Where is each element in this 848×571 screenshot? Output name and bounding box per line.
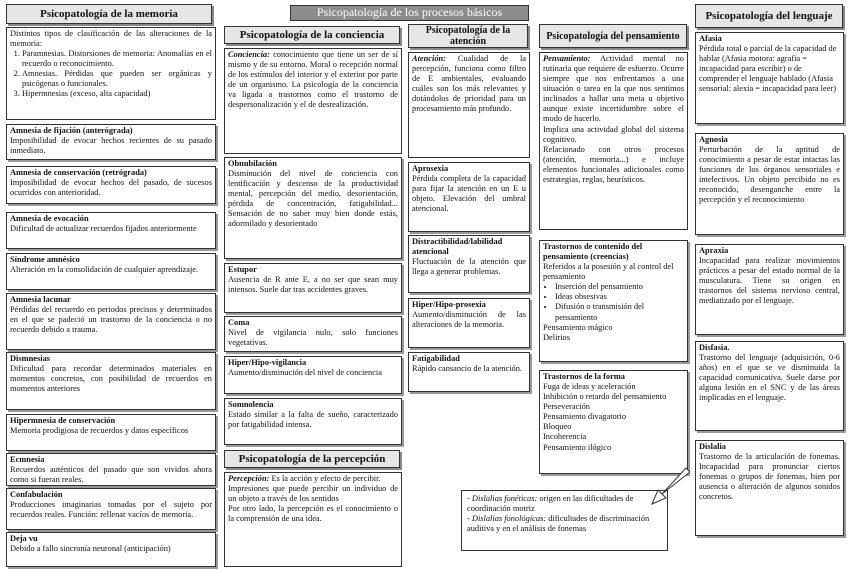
forma-line: Pensamiento ilógico (543, 442, 612, 452)
forma-line: Bloqueo (543, 422, 572, 432)
def-text: Es la acción y efecto de percibir. (271, 474, 381, 483)
item-title: Somnolencia (228, 400, 274, 409)
distractibilidad-box (408, 235, 530, 293)
pensamiento-p2: Implica una actividad global del sistema cognitivo. (543, 124, 684, 144)
forma-line: Incoherencia (543, 432, 587, 442)
forma-pensamiento-box (539, 370, 688, 474)
item-text: Ausencia de R ante E, a no ser que sean muy intensos. Suele dar tras accidentes graves. (228, 275, 398, 295)
list-item: 2. Amnesias. Pérdidas que pueden ser orgánicas y psicógenas o funcionales. (22, 69, 212, 89)
list-item: • Inserción del pensamiento (555, 282, 684, 292)
hiper-hipo-vigilancia-box (224, 356, 402, 394)
estupor-box (224, 263, 402, 313)
item-text: Recuerdos auténticos del pasado que son vividos ahora como si fueran reales. (10, 465, 212, 485)
list-item: 3. Hipermnesias (exceso, alta capacidad) (22, 89, 212, 99)
item-text: Nivel de vigilancia nulo, solo funciones vegetativas. (228, 328, 398, 348)
afasia-box (695, 32, 844, 124)
item-text: Perturbación de la aptitud de conocimiento a pesar de estar intactas las funciones de los órganos sensoriales e intelectivos. Un objeto percibido no es reconocido, desenganche entre la percepción y el reconocimiento (699, 145, 840, 205)
apraxia-box (695, 244, 844, 335)
agnosia-box (695, 133, 844, 235)
item-title: Disfasia. (699, 343, 730, 352)
percepcion-def-box (224, 472, 402, 567)
item-text: Alteración en la consolidación de cualquier aprendizaje. (10, 265, 199, 275)
def-term: Percepción: (228, 474, 270, 483)
hipermnesia-box (6, 414, 216, 451)
sindrome-amnesico-box (6, 253, 216, 290)
item-title: Amnesia de evocación (10, 214, 89, 223)
percepcion-p3: Por otro lado, la percepción es el conocimiento o la comprensión de una idea. (228, 504, 398, 524)
memoria-intro-box (6, 27, 216, 120)
def-term: Atención: (412, 54, 446, 63)
item-title: Aprosexia (412, 164, 449, 173)
item-title: Dislalia (699, 442, 726, 451)
def-text: Cualidad de la percepción, funciona como filtro de E ambientales, evaluando cuáles son los más relevantes y dotándolos de prioridad para un procesamiento más profundo. (412, 54, 527, 114)
def-term: Pensamiento: (543, 54, 591, 63)
contenido-pensamiento-box (539, 240, 688, 362)
deja-vu-box (6, 532, 216, 567)
pensamiento-def-box (539, 52, 688, 230)
atencion-def-box (408, 52, 530, 158)
item-text: Pérdidas del recuerdo en periodos precisos y determinados en el que se padeció un trastorno de la conciencia o no recuerdo debido a trauma. (10, 305, 212, 335)
item-title: Dismnesias (10, 354, 51, 363)
item-text: Dificultad para recordar determinados materiales en momentos concretos, con posibilidad de recuerdos en momentos anteriores (10, 364, 212, 394)
item-title: Fatigabilidad (412, 354, 460, 363)
lenguaje-header: Psicopatología del lenguaje (695, 4, 843, 28)
item-title: Coma (228, 318, 250, 327)
item-text: Trastorno de la articulación de fonemas. Incapacidad para pronunciar ciertos fonemas o grupos de fonemas, bien por ausencia o alteración de algunos sonidos concretos. (699, 452, 840, 502)
item-text: Imposibilidad de evocar hechos recientes de su pasado inmediato. (10, 136, 212, 156)
conciencia-def-box (224, 48, 402, 154)
forma-line: Fuga de ideas y aceleración (543, 382, 636, 392)
conciencia-header: Psicopatología de la conciencia (224, 26, 400, 44)
aprosexia-box (408, 162, 530, 232)
amnesia-evocacion-box (6, 212, 216, 249)
contenido-bullets (555, 282, 684, 322)
item-title: Hiper/Hipo-prosexia (412, 300, 486, 309)
item-title: Amnesia de fijación (anterógrada) (10, 126, 133, 135)
forma-line: Pensamiento divagatorio (543, 412, 627, 422)
forma-line: Perseveración (543, 402, 590, 412)
dislalia-box (695, 440, 844, 536)
item-title: Amnesia lacunar (10, 295, 71, 304)
fatigabilidad-box (408, 352, 530, 392)
item-title: Ecmnesia (10, 455, 45, 464)
contenido-intro: Referidos a la posesión y al control del pensamiento (543, 262, 674, 282)
item-text: Fluctuación de la atención que llega a generar problemas. (412, 257, 526, 277)
amnesia-conservacion-box (6, 166, 216, 204)
item-title: Agnosia (699, 135, 728, 144)
arrow-icon (650, 466, 690, 506)
contenido-extra: Pensamiento mágico (543, 322, 613, 332)
item-title: Síndrome amnésico (10, 255, 80, 264)
item-title: Trastornos de contenido del pensamiento (creencias) (543, 242, 643, 262)
item-text: Producciones imaginarias tomadas por el sujeto por recuerdos reales. Función: rellenar vacíos de memoria. (10, 500, 212, 520)
contenido-extra: Delirios (543, 332, 570, 342)
item-text: Trastorno del lenguaje (adquisición, 0-6 años) en el que se ve disminuida la capacidad comunicativa. Suele darse por alguna lesión en el SNC y de las áreas implicadas en el lenguaje. (699, 353, 840, 403)
dislalia-fonetica: - Dislalias fonéticas: origen en las dificultades de coordinación motriz (467, 494, 634, 514)
item-text: Pérdida completa de la capacidad para fijar la atención en un E u objeto. Elevación del umbral atencional. (412, 174, 526, 214)
item-title: Hipermnesia de conservación (10, 416, 116, 425)
item-title: Hiper/Hipo-vigilancia (228, 358, 307, 367)
item-title: Confabulación (10, 490, 63, 499)
item-text: Debido a fallo sincronía neuronal (anticipación) (10, 544, 171, 554)
item-text: Rápido cansancio de la atención. (412, 364, 522, 374)
pensamiento-p3: Relacionado con otros procesos (atención, memoria...) e incluye elementos funcionales adicionales como estrategias, reglas, heurísticos. (543, 144, 684, 184)
item-title: Apraxia (699, 246, 729, 255)
item-title: Distractibilidad/labilidad atencional (412, 237, 503, 257)
item-text: Estado similar a la falta de sueño, caracterizado por fatigabilidad intensa. (228, 410, 398, 430)
list-item: 1. Paramnesias. Distorsiones de memoria: Anomalías en el recuerdo o reconocimiento. (22, 49, 212, 69)
main-title: Psicopatología de los procesos básicos (290, 5, 529, 21)
def-text: Actividad mental no rutinaria que requiere de esfuerzo. Ocurre siempre que nos enfrentamos a una situación o tarea en la que nos sentimos inclinados a hallar una meta u objetivo aunque existe incertidumbre sobre el modo de hacerlo. (543, 54, 684, 124)
memoria-classification-list (22, 49, 212, 99)
amnesia-lacunar-box (6, 293, 216, 350)
hiper-hipo-prosexia-box (408, 298, 530, 348)
list-item: • Difusión o transmisión del pensamiento (555, 302, 684, 322)
item-title: Deja vu (10, 534, 38, 543)
memoria-intro: Distintos tipos de clasificación de las alteraciones de la memoria: (10, 29, 212, 49)
item-text: Imposibilidad de evocar hechos del pasado, de sucesos ocurridos con anterioridad. (10, 178, 212, 198)
pensamiento-header: Psicopatología del pensamiento (539, 24, 687, 48)
item-text: Aumento/disminución del nivel de conciencia (228, 368, 382, 378)
percepcion-p2: Impresiones que puede percibir un individuo de un objeto a través de los sentidos (228, 484, 398, 504)
item-title: Estupor (228, 265, 257, 274)
item-text: Aumento/disminución de las alteraciones de la memoria. (412, 310, 526, 330)
confabulacion-box (6, 488, 216, 530)
list-item: • Ideas obsesivas (555, 292, 684, 302)
item-text: Pérdida total o parcial de la capacidad de hablar (Afasia motora: agrafia = incapacidad para escribir) o de comprender el lenguaje hablado (Afasia sensorial: alexia = incapacidad para leer) (699, 44, 837, 94)
def-text: conocimiento que tiene un ser de sí mismo y de su entorno. Moral o recepción normal de los estímulos del interior y el exterior por parte de un organismo. La psicología de la conciencia va ligada a trastornos como el trastorno de despersonalización y el de desrealización. (228, 50, 398, 110)
disfasia-box (695, 341, 844, 431)
item-title: Amnesia de conservación (retrógrada) (10, 168, 147, 177)
item-text: Incapacidad para realizar movimientos prácticos a pesar del estado normal de la musculatura. Tiene su origen en trastornos del sistema nervioso central, mediatizado por el lenguaje. (699, 256, 840, 306)
ecmnesia-box (6, 453, 216, 486)
item-text: Dificultad de actualizar recuerdos fijados anteriormente (10, 224, 197, 234)
item-title: Trastornos de la forma (543, 372, 625, 381)
amnesia-fijacion-box (6, 124, 216, 160)
atencion-header: Psicopatología de la atención (408, 24, 528, 48)
dislalia-fonologica: - Dislalias fonológicas: dificultades de discriminación auditiva y en el análisis de fonemas (467, 514, 650, 534)
item-title: Afasia (699, 34, 722, 43)
dislalias-box (461, 490, 668, 551)
memoria-header: Psicopatología de la memoria (6, 4, 212, 24)
item-text: Memoria prodigiosa de recuerdos y datos específicos (10, 426, 189, 436)
def-term: Conciencia: (228, 50, 270, 59)
dismnesias-box (6, 352, 216, 410)
percepcion-header: Psicopatología de la percepción (224, 450, 400, 468)
coma-box (224, 316, 402, 352)
item-title: Obnubilación (228, 159, 277, 168)
somnolencia-box (224, 398, 402, 445)
obnubilacion-box (224, 157, 402, 259)
item-text: Disminución del nivel de conciencia con lentificación y descenso de la productividad mental, percepción del medio, desorientación, pérdida de concentración, fatigabilidad... Sensación de no saber muy bien donde estás, adormilado y desorientado (228, 169, 398, 229)
forma-line: Inhibición o retardo del pensamiento (543, 392, 667, 402)
